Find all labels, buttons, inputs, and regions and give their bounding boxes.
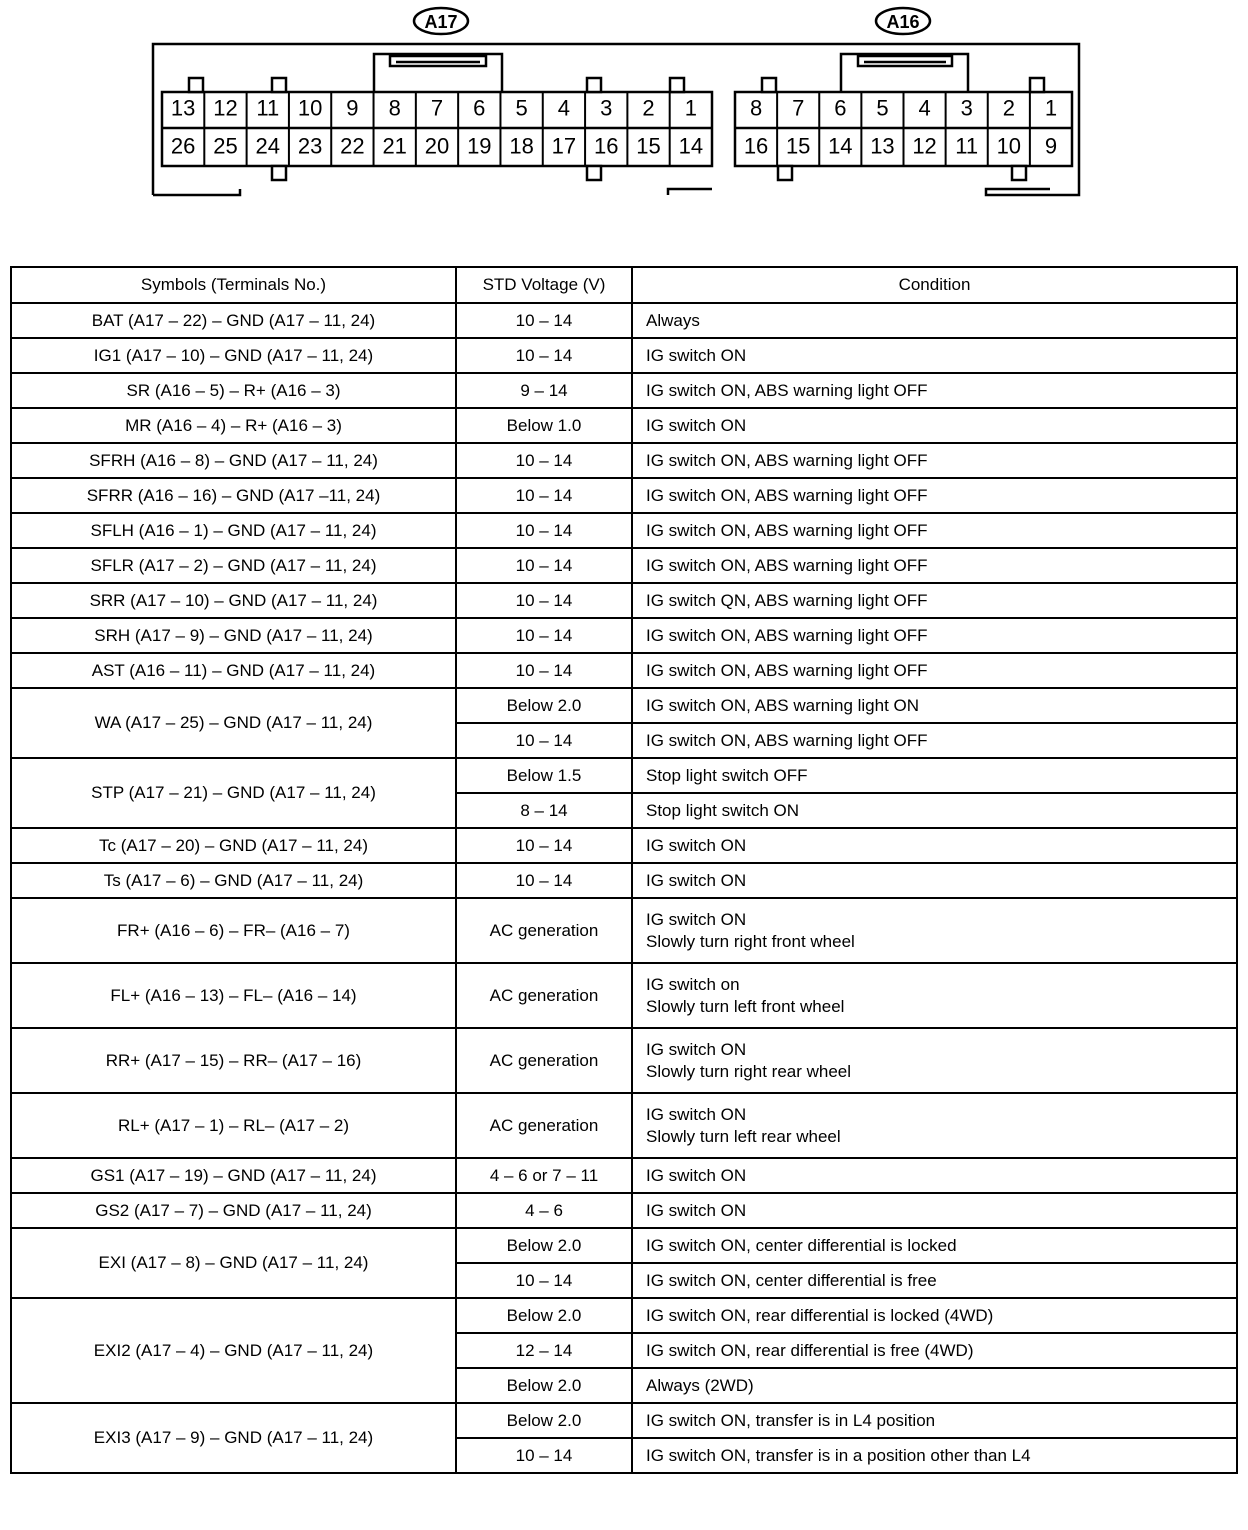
table-row [11,1193,1237,1228]
symbol-cell: AST (A16 – 11) – GND (A17 – 11, 24) [11,653,456,688]
voltage-cell: Below 2.0 [456,688,632,723]
voltage-cell: 10 – 14 [456,1263,632,1298]
a17-pin: 2 [642,95,655,121]
table-row [11,1228,1237,1263]
a16-pin: 11 [955,133,979,159]
symbol-cell: EXI3 (A17 – 9) – GND (A17 – 11, 24) [11,1403,456,1473]
a17-pin: 12 [213,95,238,121]
table-row [11,303,1237,338]
a17-pin: 3 [600,95,613,121]
a16-pin: 14 [828,133,853,159]
voltage-cell: 10 – 14 [456,478,632,513]
condition-cell: IG switch ON, ABS warning light OFF [632,653,1237,688]
voltage-cell: 10 – 14 [456,828,632,863]
condition-line: Slowly turn left rear wheel [646,1126,841,1146]
voltage-cell: 10 – 14 [456,513,632,548]
condition-cell: IG switch ON [632,408,1237,443]
connector-a16 [735,78,1072,180]
a16-pin: 13 [870,133,895,159]
a16-pin: 7 [792,95,805,121]
a17-pin: 20 [424,133,450,159]
condition-cell: IG switch ON, ABS warning light OFF [632,443,1237,478]
voltage-cell: Below 1.0 [456,408,632,443]
condition-cell: IG switch ON, ABS warning light OFF [632,478,1237,513]
condition-cell: IG switch ON [632,863,1237,898]
symbol-cell: WA (A17 – 25) – GND (A17 – 11, 24) [11,688,456,758]
condition-cell [632,1093,1237,1158]
a17-pin: 6 [473,95,486,121]
symbol-cell: SFRR (A16 – 16) – GND (A17 –11, 24) [11,478,456,513]
table-row [11,863,1237,898]
a16-pin: 9 [1044,133,1058,159]
a17-pin: 5 [515,95,528,121]
symbol-cell: GS1 (A17 – 19) – GND (A17 – 11, 24) [11,1158,456,1193]
table-row [11,408,1237,443]
condition-cell: IG switch ON, ABS warning light OFF [632,618,1237,653]
a17-pin: 16 [593,133,619,159]
condition-cell: IG switch ON, center differential is free [632,1263,1237,1298]
a16-latch [841,54,968,92]
condition-line: IG switch on [646,974,740,994]
table-row [11,513,1237,548]
condition-cell: IG switch ON, transfer is in L4 position [632,1403,1237,1438]
table-row [11,338,1237,373]
a17-pin: 25 [213,133,238,159]
symbol-cell: MR (A16 – 4) – R+ (A16 – 3) [11,408,456,443]
symbol-cell: SRH (A17 – 9) – GND (A17 – 11, 24) [11,618,456,653]
table-row [11,583,1237,618]
a17-pin: 22 [340,133,365,159]
voltage-cell: AC generation [456,898,632,963]
a17-pin: 1 [684,95,697,121]
voltage-cell: 10 – 14 [456,443,632,478]
symbol-cell: GS2 (A17 – 7) – GND (A17 – 11, 24) [11,1193,456,1228]
voltage-cell: 10 – 14 [456,653,632,688]
a17-pin: 8 [388,95,401,121]
a16-pin: 16 [743,133,769,159]
voltage-cell: 10 – 14 [456,1438,632,1473]
symbol-cell: FR+ (A16 – 6) – FR– (A16 – 7) [11,898,456,963]
condition-line: IG switch ON [646,1039,747,1059]
connector-a17 [162,78,712,180]
condition-cell: Always (2WD) [632,1368,1237,1403]
voltage-cell: 10 – 14 [456,863,632,898]
condition-cell: Stop light switch OFF [632,758,1237,793]
condition-line: Slowly turn left front wheel [646,996,845,1016]
voltage-cell: Below 1.5 [456,758,632,793]
table-row [11,963,1237,1028]
condition-cell: IG switch ON, ABS warning light OFF [632,548,1237,583]
a17-pin: 14 [678,133,704,159]
condition-line: Slowly turn right rear wheel [646,1061,852,1081]
a17-pin: 7 [430,95,444,121]
table-row [11,1093,1237,1158]
a17-pin: 13 [170,95,196,121]
a17-pin: 21 [382,133,407,159]
a17-pin: 15 [636,133,661,159]
condition-cell [632,898,1237,963]
table-row [11,618,1237,653]
table-row [11,1158,1237,1193]
table-row [11,828,1237,863]
voltage-cell: Below 2.0 [456,1368,632,1403]
table-row [11,898,1237,963]
a17-pin: 10 [297,95,323,121]
condition-cell: IG switch ON [632,1158,1237,1193]
voltage-cell: 4 – 6 or 7 – 11 [456,1158,632,1193]
symbol-cell: SRR (A17 – 10) – GND (A17 – 11, 24) [11,583,456,618]
symbol-cell: EXI2 (A17 – 4) – GND (A17 – 11, 24) [11,1298,456,1403]
voltage-cell: 10 – 14 [456,303,632,338]
symbol-cell: BAT (A17 – 22) – GND (A17 – 11, 24) [11,303,456,338]
symbol-cell: EXI (A17 – 8) – GND (A17 – 11, 24) [11,1228,456,1298]
symbol-cell: SFRH (A16 – 8) – GND (A17 – 11, 24) [11,443,456,478]
voltage-cell: Below 2.0 [456,1228,632,1263]
condition-line: IG switch ON [646,1104,747,1124]
condition-cell: Always [632,303,1237,338]
a17-pin: 26 [170,133,196,159]
symbol-cell: RR+ (A17 – 15) – RR– (A17 – 16) [11,1028,456,1093]
condition-cell: IG switch ON [632,1193,1237,1228]
connector-diagram [0,0,1248,205]
table-row [11,1298,1237,1333]
a17-pin: 17 [551,133,577,159]
a17-pin: 11 [256,95,280,121]
condition-cell: IG switch ON, ABS warning light OFF [632,373,1237,408]
voltage-cell: 10 – 14 [456,723,632,758]
voltage-cell: 9 – 14 [456,373,632,408]
a16-pin: 4 [918,95,931,121]
voltage-cell: AC generation [456,1093,632,1158]
a17-latch [374,54,502,92]
a16-pin: 8 [749,95,763,121]
a17-label: A17 [424,12,458,32]
voltage-cell: 10 – 14 [456,338,632,373]
voltage-cell: 10 – 14 [456,548,632,583]
condition-line: Slowly turn right front wheel [646,931,855,951]
voltage-cell: 10 – 14 [456,583,632,618]
condition-cell: IG switch ON, ABS warning light ON [632,688,1237,723]
table-row [11,443,1237,478]
a17-pin: 9 [346,95,359,121]
table-row [11,548,1237,583]
condition-cell: IG switch ON, transfer is in a position other than L4 [632,1438,1237,1473]
a17-pin: 19 [467,133,492,159]
condition-cell: IG switch ON, ABS warning light OFF [632,723,1237,758]
table-row [11,653,1237,688]
a17-pin: 23 [297,133,323,159]
voltage-cell: Below 2.0 [456,1298,632,1333]
symbol-cell: RL+ (A17 – 1) – RL– (A17 – 2) [11,1093,456,1158]
table-row [11,373,1237,408]
a16-pin: 5 [876,95,889,121]
a17-pin: 18 [509,133,534,159]
a16-pin: 2 [1002,95,1015,121]
condition-cell: IG switch ON, rear differential is locked (4WD) [632,1298,1237,1333]
voltage-cell: 8 – 14 [456,793,632,828]
a16-pin: 12 [912,133,937,159]
voltage-cell: 4 – 6 [456,1193,632,1228]
a16-pin: 1 [1044,95,1058,121]
voltage-cell: AC generation [456,1028,632,1093]
symbol-cell: Tc (A17 – 20) – GND (A17 – 11, 24) [11,828,456,863]
table-row [11,1403,1237,1438]
symbol-cell: IG1 (A17 – 10) – GND (A17 – 11, 24) [11,338,456,373]
symbol-cell: STP (A17 – 21) – GND (A17 – 11, 24) [11,758,456,828]
condition-cell [632,1028,1237,1093]
a16-pin: 10 [996,133,1022,159]
symbol-cell: SR (A16 – 5) – R+ (A16 – 3) [11,373,456,408]
voltage-cell: 10 – 14 [456,618,632,653]
table-row [11,1028,1237,1093]
voltage-cell: 12 – 14 [456,1333,632,1368]
header-std-voltage: STD Voltage (V) [456,267,632,303]
condition-cell: Stop light switch ON [632,793,1237,828]
condition-cell: IG switch ON [632,338,1237,373]
voltage-cell: Below 2.0 [456,1403,632,1438]
voltage-cell: AC generation [456,963,632,1028]
condition-cell: IG switch QN, ABS warning light OFF [632,583,1237,618]
condition-cell: IG switch ON, center differential is locked [632,1228,1237,1263]
table-row [11,688,1237,723]
table-header-row [11,267,1237,303]
a17-pin: 4 [557,95,571,121]
header-condition: Condition [632,267,1237,303]
table-row [11,758,1237,793]
condition-cell [632,963,1237,1028]
a16-pin: 15 [785,133,811,159]
symbol-cell: Ts (A17 – 6) – GND (A17 – 11, 24) [11,863,456,898]
terminal-voltage-table [10,266,1238,1474]
symbol-cell: SFLR (A17 – 2) – GND (A17 – 11, 24) [11,548,456,583]
a16-label: A16 [886,12,920,32]
symbol-cell: FL+ (A16 – 13) – FL– (A16 – 14) [11,963,456,1028]
symbol-cell: SFLH (A16 – 1) – GND (A17 – 11, 24) [11,513,456,548]
condition-line: IG switch ON [646,909,747,929]
condition-cell: IG switch ON [632,828,1237,863]
a16-pin: 3 [960,95,973,121]
header-symbols: Symbols (Terminals No.) [11,267,456,303]
condition-cell: IG switch ON, rear differential is free (4WD) [632,1333,1237,1368]
table-row [11,478,1237,513]
a17-pin: 24 [255,133,281,159]
a16-pin: 6 [834,95,847,121]
condition-cell: IG switch ON, ABS warning light OFF [632,513,1237,548]
